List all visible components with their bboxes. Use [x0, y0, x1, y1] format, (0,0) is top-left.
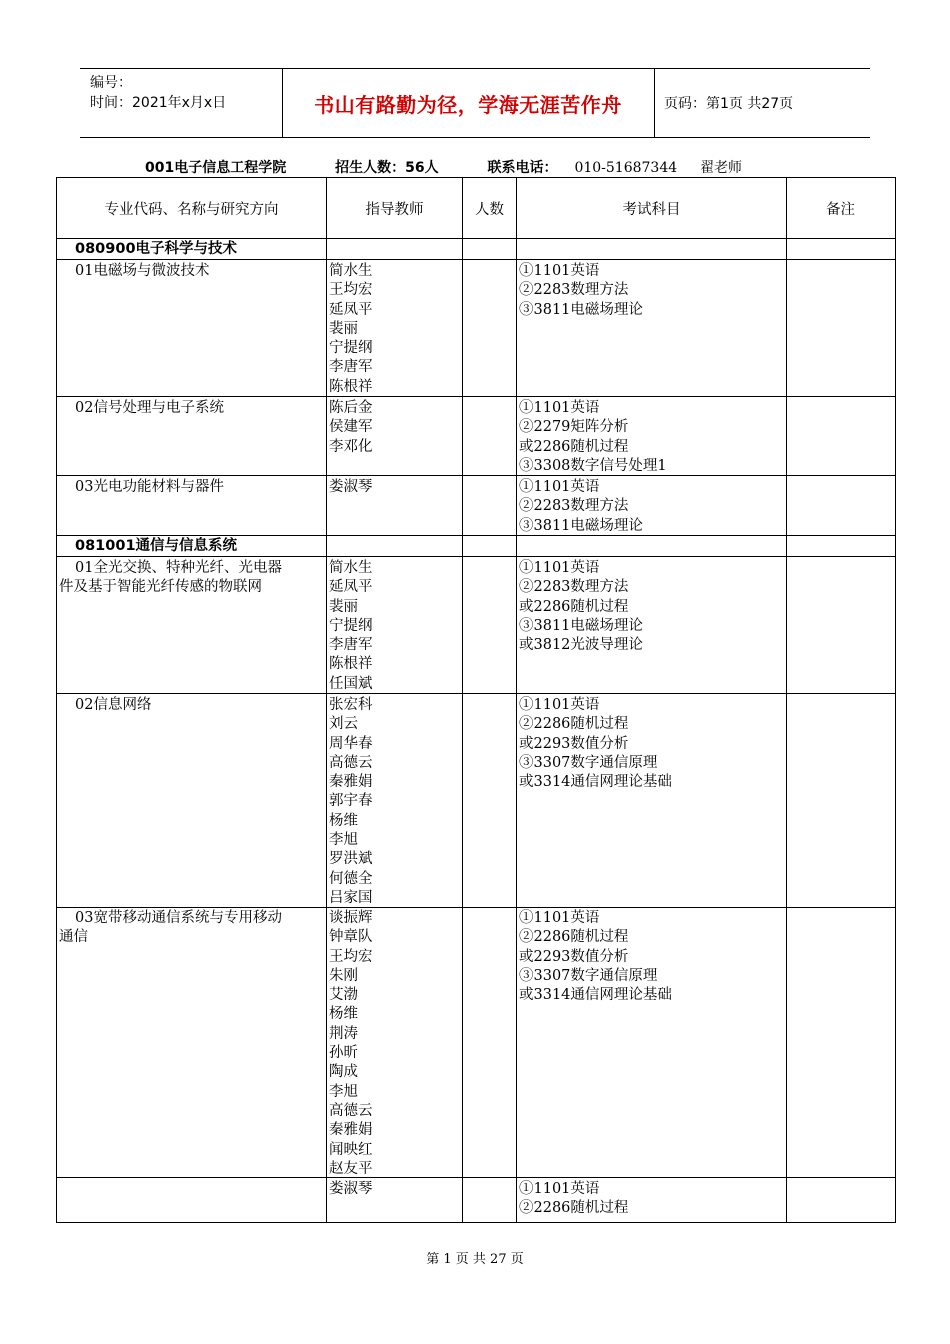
header-page-label: 页码：第1页 共27页 — [664, 96, 794, 112]
advisor-name: 闻映红 — [329, 1141, 373, 1158]
document-header — [80, 68, 870, 138]
exam-item: 或3812光波导理论 — [519, 637, 643, 654]
header-exam: 考试科目 — [622, 201, 681, 218]
exam-item: ①1101英语 — [519, 560, 600, 576]
exam-list — [519, 696, 672, 792]
advisor-name: 郭宇春 — [329, 793, 373, 810]
time-label: 时间：2021年x月x日 — [90, 95, 227, 111]
advisor-name: 秦雅娟 — [329, 1122, 373, 1139]
exam-item: ①1101英语 — [519, 910, 600, 926]
number-label: 编号： — [90, 75, 132, 91]
advisor-name: 延凤平 — [329, 579, 373, 596]
row-divider — [57, 396, 895, 397]
header-advisor: 指导教师 — [365, 201, 424, 218]
exam-item: ①1101英语 — [519, 479, 600, 495]
advisor-name: 延凤平 — [329, 301, 373, 318]
advisor-name: 张宏科 — [329, 697, 373, 713]
advisor-name: 钟章队 — [329, 929, 373, 946]
exam-list — [519, 478, 643, 536]
advisor-name: 王均宏 — [329, 948, 373, 965]
exam-item: ②2286随机过程 — [519, 929, 629, 946]
advisor-list — [329, 559, 373, 694]
direction-text: 02信息网络 — [75, 697, 152, 713]
advisor-name: 简水生 — [329, 560, 373, 576]
exam-item: ①1101英语 — [519, 697, 600, 713]
row-divider — [57, 907, 895, 908]
advisor-name: 秦雅娟 — [329, 774, 373, 791]
exam-item: ①1101英语 — [519, 400, 600, 416]
advisor-name: 李邓化 — [329, 438, 373, 455]
advisor-name: 何德全 — [329, 870, 373, 887]
advisor-name: 杨维 — [329, 1006, 358, 1023]
page-footer: 第 1 页 共 27 页 — [426, 1252, 524, 1267]
exam-item: ③3811电磁场理论 — [519, 301, 643, 318]
advisor-list — [329, 696, 373, 908]
header-divider — [654, 69, 655, 137]
exam-list — [519, 1180, 628, 1219]
row-divider — [57, 556, 895, 557]
advisor-list — [329, 478, 373, 497]
row-divider — [57, 1177, 895, 1178]
advisor-name: 裴丽 — [329, 598, 358, 615]
advisor-name: 李唐军 — [329, 359, 373, 376]
exam-item: ③3811电磁场理论 — [519, 517, 643, 534]
advisor-name: 罗洪斌 — [329, 851, 373, 868]
advisor-list — [329, 399, 373, 457]
department-info — [145, 159, 742, 177]
advisor-list — [329, 262, 373, 397]
exam-item: ③3811电磁场理论 — [519, 617, 643, 634]
header-count: 人数 — [475, 201, 504, 218]
exam-item: 或2293数值分析 — [519, 735, 629, 752]
phone-number: 010-51687344 — [574, 160, 678, 176]
column-divider — [326, 178, 327, 1222]
enrollment-table — [56, 177, 896, 1223]
exam-item: 或2286随机过程 — [519, 598, 629, 615]
row-divider — [57, 475, 895, 476]
exam-item: 或2293数值分析 — [519, 948, 629, 965]
advisor-name: 娄淑琴 — [329, 479, 373, 495]
exam-item: ②2283数理方法 — [519, 282, 629, 299]
advisor-name: 宁提纲 — [329, 617, 373, 634]
header-meta — [90, 73, 280, 113]
exam-item: ②2286随机过程 — [519, 1200, 629, 1217]
advisor-name: 李唐军 — [329, 637, 373, 654]
exam-item: ③3307数字通信原理 — [519, 754, 658, 771]
advisor-list — [329, 909, 373, 1179]
advisor-name: 谈振辉 — [329, 910, 373, 926]
direction-text: 02信号处理与电子系统 — [75, 400, 224, 416]
advisor-name: 荆涛 — [329, 1025, 358, 1042]
exam-item: ②2279矩阵分析 — [519, 419, 629, 436]
advisor-name: 娄淑琴 — [329, 1181, 373, 1197]
direction-line: 03宽带移动通信系统与专用移动 — [75, 910, 282, 926]
direction-line: 01全光交换、特种光纤、光电器 — [75, 560, 282, 576]
section-title: 080900电子科学与技术 — [75, 241, 238, 257]
row-divider — [57, 259, 895, 260]
advisor-name: 周华春 — [329, 735, 373, 752]
exam-item: 或2286随机过程 — [519, 438, 629, 455]
direction-line: 件及基于智能光纤传感的物联网 — [59, 579, 262, 596]
advisor-name: 陈后金 — [329, 400, 373, 416]
advisor-name: 任国斌 — [329, 675, 373, 692]
header-major: 专业代码、名称与研究方向 — [104, 201, 279, 218]
exam-item: ②2283数理方法 — [519, 498, 629, 515]
advisor-name: 刘云 — [329, 716, 358, 733]
section-title: 081001通信与信息系统 — [75, 538, 238, 554]
exam-item: ②2286随机过程 — [519, 716, 629, 733]
exam-item: ③3308数字信号处理1 — [519, 457, 667, 474]
exam-list — [519, 399, 667, 476]
exam-list — [519, 909, 672, 1005]
direction-text — [59, 559, 324, 598]
column-divider — [462, 178, 463, 1222]
advisor-name: 陈根祥 — [329, 656, 373, 673]
row-divider — [57, 535, 895, 536]
direction-text: 01电磁场与微波技术 — [75, 263, 210, 279]
exam-item: ①1101英语 — [519, 1181, 600, 1197]
advisor-name: 艾渤 — [329, 987, 358, 1004]
enroll-count: 招生人数：56人 — [335, 160, 439, 176]
advisor-name: 陶成 — [329, 1064, 358, 1081]
advisor-name: 高德云 — [329, 1102, 373, 1119]
header-motto: 书山有路勤为径，学海无涯苦作舟 — [314, 92, 622, 117]
advisor-name: 李旭 — [329, 1083, 358, 1100]
advisor-name: 宁提纲 — [329, 340, 373, 357]
direction-text — [59, 909, 324, 948]
advisor-name: 赵友平 — [329, 1160, 373, 1177]
exam-item: ③3307数字通信原理 — [519, 967, 658, 984]
row-divider — [57, 238, 895, 239]
column-divider — [786, 178, 787, 1222]
advisor-name: 王均宏 — [329, 282, 373, 299]
exam-list — [519, 262, 643, 320]
advisor-name: 李旭 — [329, 832, 358, 849]
direction-line: 通信 — [59, 929, 88, 946]
column-divider — [516, 178, 517, 1222]
exam-item: ②2283数理方法 — [519, 579, 629, 596]
advisor-name: 高德云 — [329, 754, 373, 771]
exam-item: 或3314通信网理论基础 — [519, 774, 672, 791]
advisor-name: 简水生 — [329, 263, 373, 279]
advisor-name: 朱刚 — [329, 967, 358, 984]
advisor-name: 侯建军 — [329, 419, 373, 436]
advisor-list — [329, 1180, 373, 1199]
header-note: 备注 — [826, 201, 855, 218]
row-divider — [57, 693, 895, 694]
advisor-name: 裴丽 — [329, 320, 358, 337]
exam-item: ①1101英语 — [519, 263, 600, 279]
exam-item: 或3314通信网理论基础 — [519, 987, 672, 1004]
phone-label: 联系电话： — [487, 160, 558, 176]
direction-text: 03光电功能材料与器件 — [75, 479, 224, 495]
exam-list — [519, 559, 643, 655]
contact-name: 翟老师 — [700, 160, 743, 176]
advisor-name: 杨维 — [329, 812, 358, 829]
advisor-name: 孙昕 — [329, 1045, 358, 1062]
advisor-name: 吕家国 — [329, 889, 373, 906]
school-name: 001电子信息工程学院 — [145, 160, 287, 176]
advisor-name: 陈根祥 — [329, 378, 373, 395]
